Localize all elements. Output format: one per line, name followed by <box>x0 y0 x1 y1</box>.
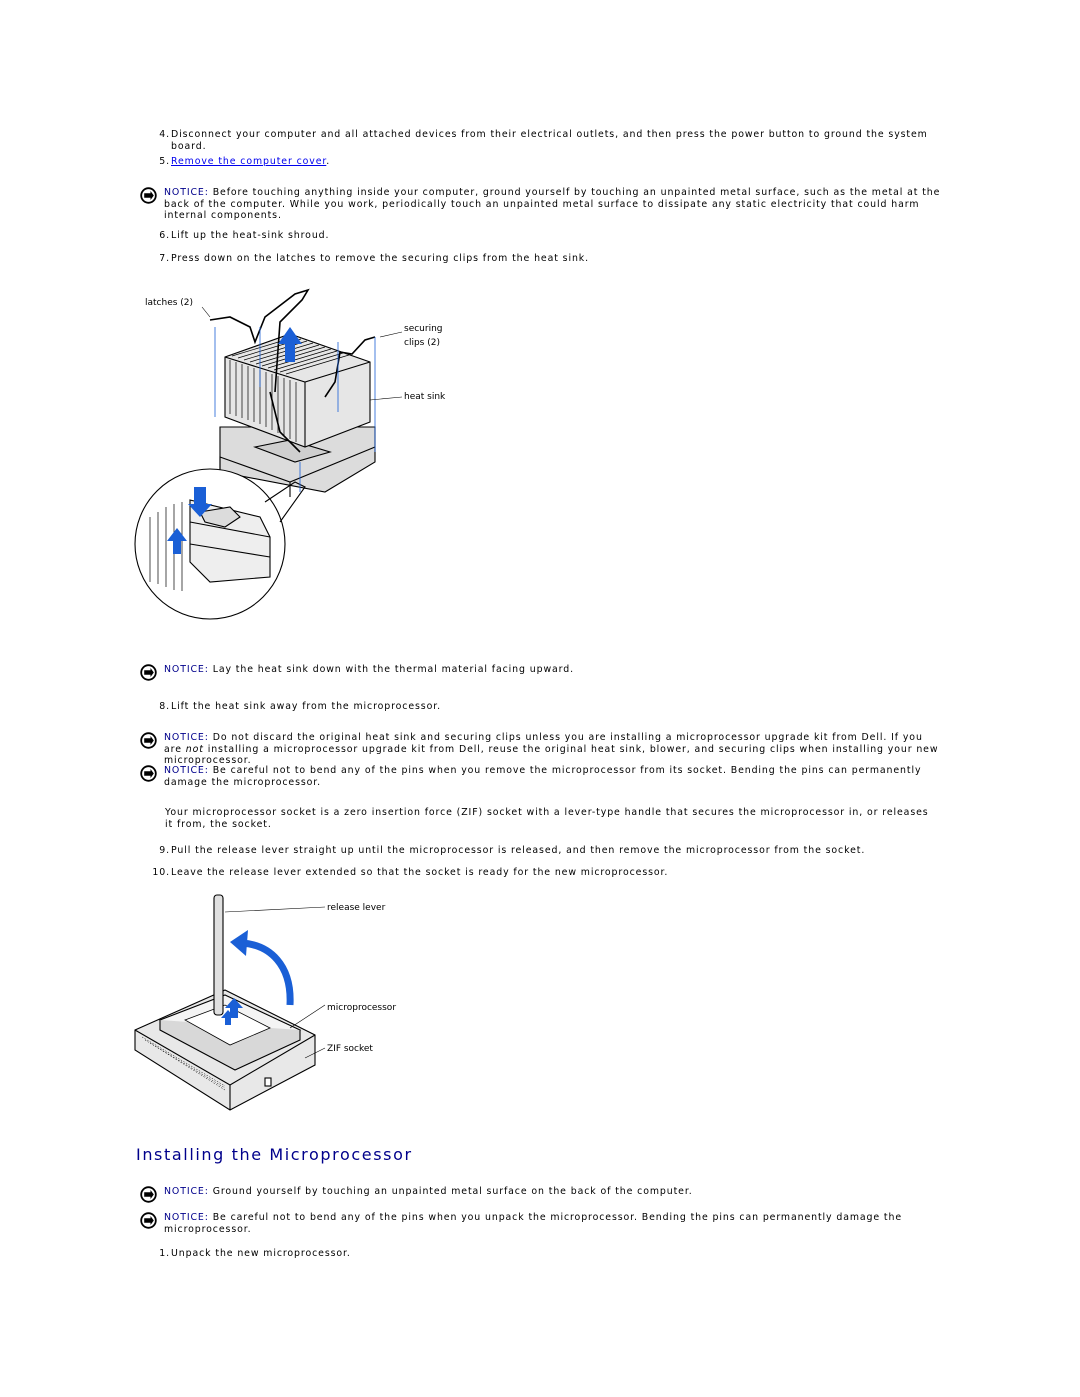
notice-icon <box>140 187 157 204</box>
notice-label: NOTICE: <box>164 765 209 776</box>
notice-text: Be careful not to bend any of the pins when you unpack the microprocessor. Bending the pins can permanently damage the microprocessor. <box>164 1212 903 1235</box>
step-text: Pull the release lever straight up until the microprocessor is released, and then remove the microprocessor from the socket. <box>171 845 866 856</box>
notice-text: Do not discard the original heat sink and securing clips unless you are installing a microprocessor upgrade kit from Dell. If you are <box>164 732 923 755</box>
heat-sink-diagram <box>130 282 460 627</box>
step-8 <box>146 701 946 713</box>
section-heading: Installing the Microprocessor <box>136 1145 413 1164</box>
step-number: 5. <box>159 156 170 167</box>
notice-text: Be careful not to bend any of the pins when you remove the microprocessor from its socket. Bending the pins can permanently damage the microprocessor. <box>164 765 922 788</box>
step-text: Press down on the latches to remove the securing clips from the heat sink. <box>171 253 590 264</box>
notice-text: Before touching anything inside your computer, ground yourself by touching an unpainted metal surface, such as the metal at the back of the computer. While you work, periodically touch an unpainted metal surface to dissipate any static electricity that could harm internal components. <box>164 187 941 221</box>
microprocessor-label: microprocessor <box>327 1003 397 1013</box>
step-4 <box>146 129 946 152</box>
notice-icon <box>140 765 157 782</box>
zif-socket-label: ZIF socket <box>327 1044 373 1054</box>
step-suffix: . <box>326 156 331 167</box>
step-5 <box>146 156 946 168</box>
step-text: Leave the release lever extended so that the socket is ready for the new microprocessor. <box>171 867 669 878</box>
step-6 <box>146 230 946 242</box>
notice-emphasis: not <box>185 743 204 755</box>
step-text: Lift up the heat-sink shroud. <box>171 230 330 241</box>
notice-text: Ground yourself by touching an unpainted metal surface on the back of the computer. <box>212 1186 693 1197</box>
step-7 <box>146 253 946 265</box>
notice-text: Lay the heat sink down with the thermal material facing upward. <box>212 664 574 675</box>
release-lever-label: release lever <box>327 903 386 913</box>
notice-label: NOTICE: <box>164 1212 209 1223</box>
step-number: 8. <box>159 701 170 712</box>
step-10 <box>146 867 946 879</box>
remove-cover-link[interactable]: Remove the computer cover <box>171 156 327 167</box>
securing-label: securing <box>404 324 443 334</box>
latches-label: latches (2) <box>145 298 194 308</box>
notice-label: NOTICE: <box>164 187 209 198</box>
notice-icon <box>140 664 157 681</box>
step-text: Disconnect your computer and all attached devices from their electrical outlets, and then press the power button to ground the system board. <box>171 129 928 152</box>
step-number: 6. <box>159 230 170 241</box>
notice-label: NOTICE: <box>164 1186 209 1197</box>
step-number: 4. <box>159 129 170 140</box>
notice-label: NOTICE: <box>164 664 209 675</box>
step-number: 9. <box>159 845 170 856</box>
step-1 <box>146 1248 946 1260</box>
step-9 <box>146 845 946 857</box>
step-number: 7. <box>159 253 170 264</box>
step-number: 1. <box>159 1248 170 1259</box>
heat-sink-label: heat sink <box>404 392 446 402</box>
step-text: Unpack the new microprocessor. <box>171 1248 351 1259</box>
clips-label: clips (2) <box>404 338 440 348</box>
notice-label: NOTICE: <box>164 732 209 743</box>
step-text: Lift the heat sink away from the microprocessor. <box>171 701 441 712</box>
notice-icon <box>140 732 157 749</box>
step-number: 10. <box>152 867 170 878</box>
zif-socket-paragraph: Your microprocessor socket is a zero insertion force (ZIF) socket with a lever-type handle that secures the microprocessor in, or releases it from, the socket. <box>165 807 929 830</box>
notice-icon <box>140 1212 157 1229</box>
notice-icon <box>140 1186 157 1203</box>
zif-socket-diagram <box>130 890 410 1112</box>
notice-text-cont: installing a microprocessor upgrade kit from Dell, reuse the original heat sink, blower, and securing clips when installing your new microprocessor. <box>164 743 939 766</box>
